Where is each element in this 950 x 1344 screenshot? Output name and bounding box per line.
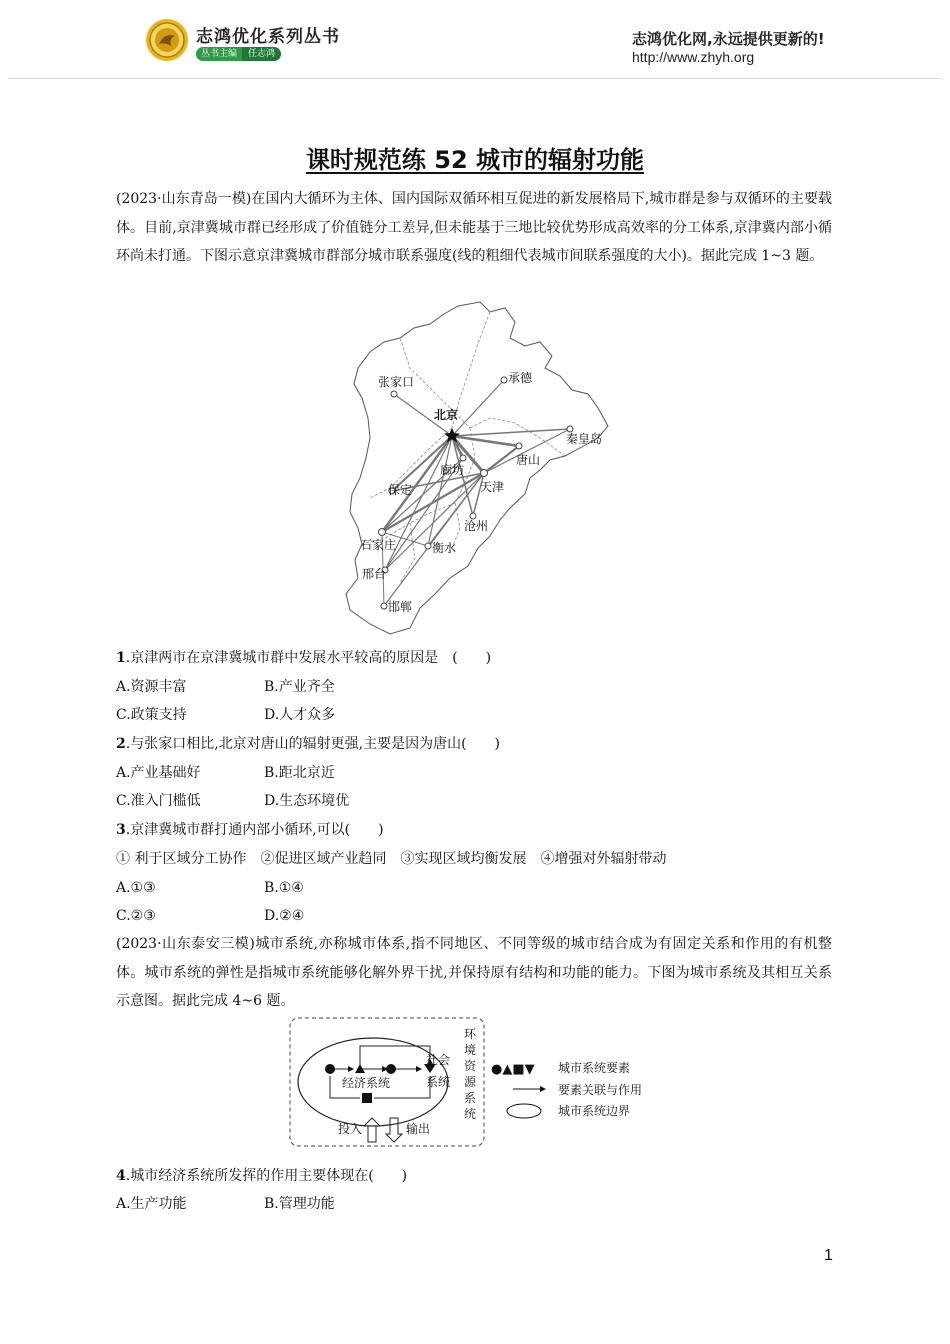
q3-option-c[interactable]: C.②③ [116,908,156,924]
city-system-diagram [288,1014,668,1150]
social-label-2: 系统 [426,1075,451,1089]
social-label-1: 社会 [426,1053,451,1067]
page-title: 课时规范练 52 城市的辐射功能 [305,146,645,174]
city-beijing: 北京 [434,408,459,422]
city-xingtai: 邢台 [362,567,387,581]
legend-relations: 要素关联与作用 [558,1083,643,1097]
question-1: 1.京津两市在京津冀城市群中发展水平较高的原因是 ( ) [116,650,492,666]
intro-paragraph-2: (2023·山东泰安三模)城市系统,亦称城市体系,指不同地区、不同等级的城市结合成为有固定关系和作用的有机整体。城市系统的弹性是指城市系统能够化解外界干扰,并保持原有结构和功能的能力。下图为城市系统及其相互关系示意图。据此完成 4~6 题。 [116,936,832,1009]
q2-option-c[interactable]: C.准入门槛低 [116,793,201,809]
intro-paragraph-1: (2023·山东青岛一模)在国内大循环为主体、国内国际双循环相互促进的新发展格局下,城市群是参与双循环的主要载体。目前,京津冀城市群已经形成了价值链分工差异,但未能基于三地比较优势形成高效率的分工体系,京津冀内部小循环尚未打通。下图示意京津冀城市群部分城市联系强度(线的粗细代表城市间联系强度的大小)。据此完成 1~3 题。 [116,191,832,264]
question-2: 2.与张家口相比,北京对唐山的辐射更强,主要是因为唐山( ) [116,736,501,752]
city-chengde: 承德 [508,371,533,385]
header-url[interactable]: http://www.zhyh.org [632,49,755,65]
city-cangzhou: 沧州 [464,519,489,533]
q1-option-b[interactable]: B.产业齐全 [264,679,335,695]
publisher-logo-icon [145,18,189,62]
output-arrow-icon [386,1118,402,1142]
q3-options-row-2 [116,906,516,926]
city-hengshui: 衡水 [432,541,457,555]
region-outline [346,302,608,634]
header-divider [8,78,942,79]
q3-options-row-1 [116,878,516,898]
jingjinji-map [340,298,620,638]
svg-text:境: 境 [464,1043,477,1057]
q2-option-b[interactable]: B.距北京近 [264,765,335,781]
q3-option-d[interactable]: D.②④ [264,908,305,924]
input-label: 投入 [338,1122,363,1136]
input-arrow-icon [364,1118,380,1142]
q3-option-b[interactable]: B.①④ [264,880,304,896]
q2-options-row-1 [116,763,516,783]
series-title: 志鸿优化系列丛书 [196,27,340,47]
city-baoding: 保定 [388,483,413,497]
env-system-label [464,1027,477,1121]
q1-options-row-2 [116,705,516,725]
q2-option-a[interactable]: A.产业基础好 [116,765,201,781]
city-tianjin: 天津 [480,480,505,494]
q2-options-row-2 [116,791,516,811]
legend-boundary: 城市系统边界 [558,1104,631,1118]
city-langfang: 廊坊 [440,463,465,477]
element-circle-2 [386,1064,396,1074]
q1-option-c[interactable]: C.政策支持 [116,707,187,723]
output-label: 输出 [406,1122,431,1136]
page-number: 1 [824,1247,833,1264]
economic-system-label: 经济系统 [342,1076,391,1090]
svg-text:资: 资 [464,1059,477,1073]
legend-elements: 城市系统要素 [558,1061,631,1075]
editor-name: 任志鸿 [242,47,281,61]
q2-option-d[interactable]: D.生态环境优 [264,793,350,809]
q4-option-a[interactable]: A.生产功能 [116,1196,187,1212]
q4-option-b[interactable]: B.管理功能 [264,1196,335,1212]
q1-option-d[interactable]: D.人才众多 [264,707,336,723]
q3-option-a[interactable]: A.①③ [116,880,156,896]
city-shijiazhuang: 石家庄 [360,538,397,552]
element-square [362,1093,372,1103]
svg-text:统: 统 [464,1107,477,1121]
city-zhangjiakou: 张家口 [378,375,415,389]
editor-label: 丛书主编 [196,47,242,61]
element-circle-1 [325,1064,335,1074]
q3-statements: ① 利于区域分工协作 ②促进区域产业趋同 ③实现区域均衡发展 ④增强对外辐射带动 [116,851,667,867]
q4-options-row-1 [116,1194,516,1214]
svg-text:环: 环 [464,1027,477,1041]
city-handan: 邯郸 [388,600,413,614]
legend-symbols: ●▲■▼ [491,1062,535,1077]
q1-option-a[interactable]: A.资源丰富 [116,679,187,695]
legend-boundary-icon [507,1104,541,1118]
svg-text:系: 系 [464,1091,477,1105]
city-qinhuangdao: 秦皇岛 [566,432,603,446]
header-slogan: 志鸿优化网,永远提供更新的! [632,30,825,48]
question-3: 3.京津冀城市群打通内部小循环,可以( ) [116,822,384,838]
question-4: 4.城市经济系统所发挥的作用主要体现在( ) [116,1168,408,1184]
svg-text:源: 源 [464,1075,477,1089]
q1-options-row-1 [116,677,516,697]
city-tangshan: 唐山 [516,453,541,467]
editor-badge [196,47,281,61]
